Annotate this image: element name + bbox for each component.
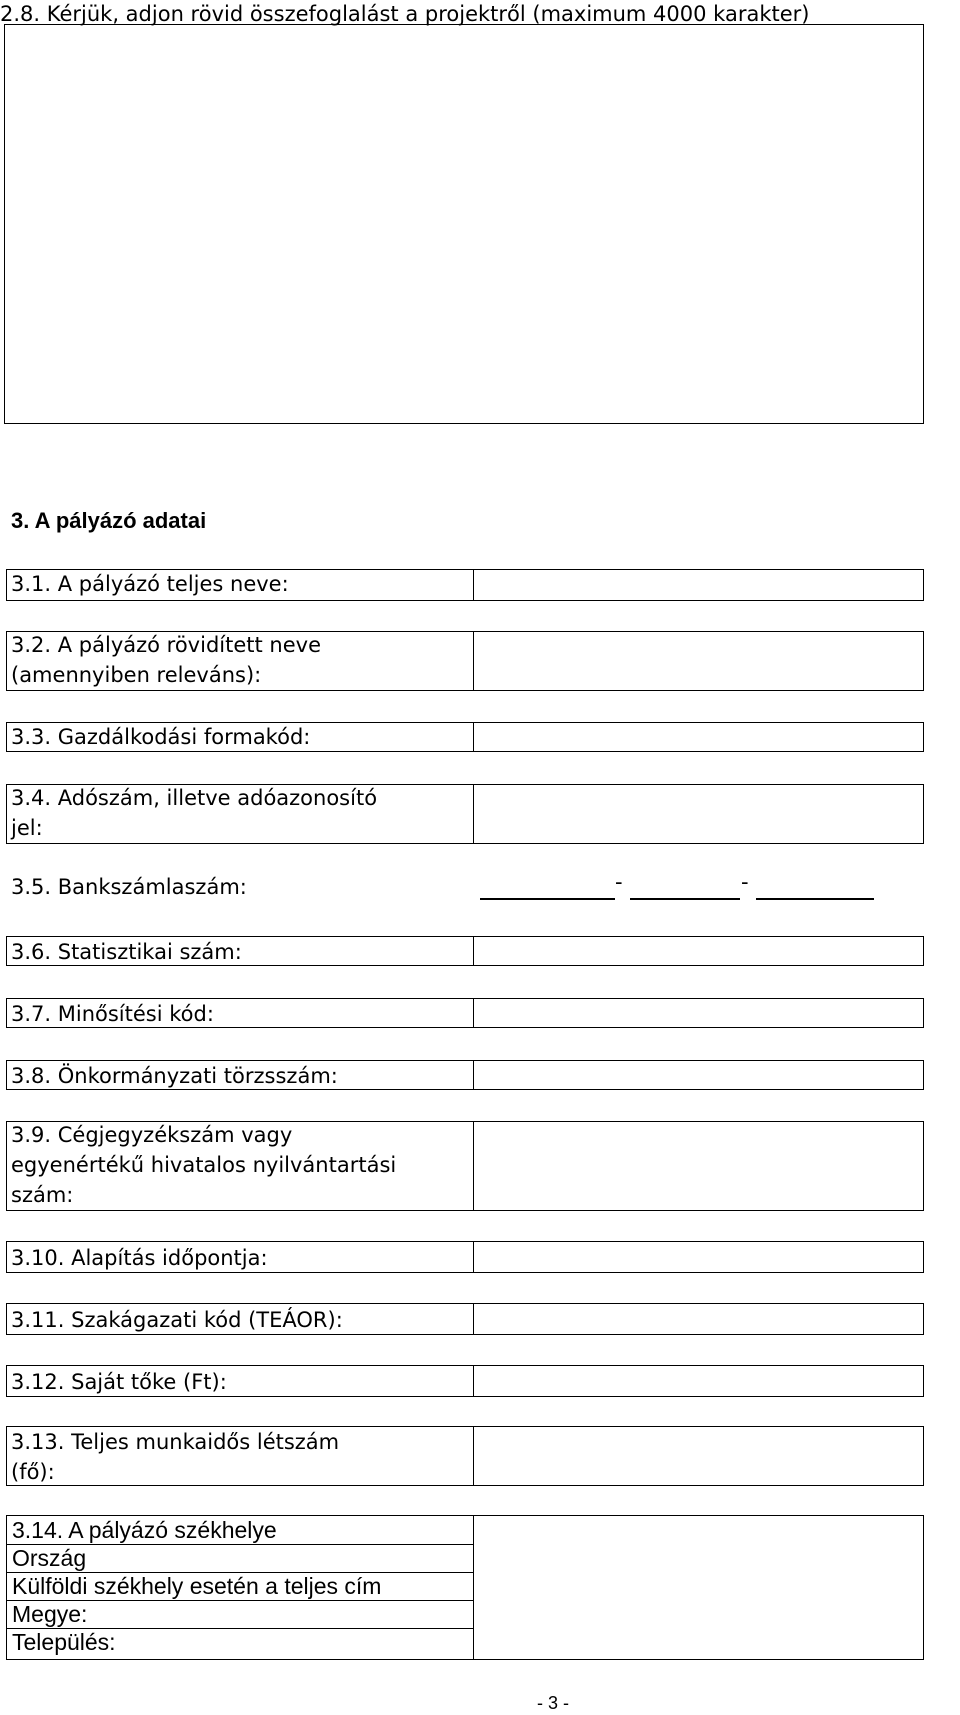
qualification-code-label: 3.7. Minősítési kód: [11, 1002, 214, 1026]
headcount-input[interactable] [474, 1427, 923, 1485]
bank-account-part-2[interactable] [630, 898, 740, 900]
settlement-label: Település: [12, 1629, 116, 1655]
headquarters-input[interactable] [474, 1516, 923, 1659]
bank-account-part-3[interactable] [756, 898, 874, 900]
registration-number-label: 3.9. Cégjegyzékszám vagy [11, 1123, 293, 1147]
summary-heading: 2.8. Kérjük, adjon rövid összefoglalást a projektről (maximum 4000 karakter) [0, 2, 810, 26]
form-code-input[interactable] [474, 723, 923, 751]
registration-number-label-3: szám: [11, 1183, 74, 1207]
equity-input[interactable] [474, 1366, 923, 1396]
qualification-code-input[interactable] [474, 999, 923, 1027]
bank-account-part-1[interactable] [480, 898, 615, 900]
section-title: 3. A pályázó adatai [11, 508, 207, 533]
founding-date-label: 3.10. Alapítás időpontja: [11, 1246, 268, 1270]
project-summary-textarea[interactable] [4, 24, 924, 424]
municipal-id-label: 3.8. Önkormányzati törzsszám: [11, 1064, 338, 1088]
bank-account-separator-2: - [741, 870, 749, 894]
country-label: Ország [12, 1545, 87, 1571]
teaor-code-input[interactable] [474, 1304, 923, 1334]
registration-number-label-2: egyenértékű hivatalos nyilvántartási [11, 1153, 397, 1177]
short-name-label: 3.2. A pályázó rövidített neve [11, 633, 321, 657]
statistical-number-input[interactable] [474, 937, 923, 965]
foreign-address-label: Külföldi székhely esetén a teljes cím [12, 1573, 382, 1599]
page-number: - 3 - [537, 1693, 570, 1713]
form-code-label: 3.3. Gazdálkodási formakód: [11, 725, 311, 749]
founding-date-input[interactable] [474, 1242, 923, 1272]
bank-account-label: 3.5. Bankszámlaszám: [11, 875, 247, 899]
headquarters-block [6, 1515, 924, 1660]
municipal-id-input[interactable] [474, 1061, 923, 1089]
tax-number-input[interactable] [474, 785, 923, 843]
teaor-code-label: 3.11. Szakágazati kód (TEÁOR): [11, 1308, 343, 1332]
full-name-input[interactable] [474, 570, 923, 600]
statistical-number-label: 3.6. Statisztikai szám: [11, 940, 242, 964]
full-name-label: 3.1. A pályázó teljes neve: [11, 572, 289, 596]
tax-number-label-2: jel: [11, 816, 43, 840]
headquarters-title: 3.14. A pályázó székhelye [12, 1517, 277, 1543]
county-label: Megye: [12, 1601, 88, 1627]
headcount-label: 3.13. Teljes munkaidős létszám [11, 1430, 340, 1454]
short-name-label-2: (amennyiben releváns): [11, 663, 262, 687]
equity-label: 3.12. Saját tőke (Ft): [11, 1370, 227, 1394]
registration-number-input[interactable] [474, 1122, 923, 1210]
short-name-input[interactable] [474, 632, 923, 690]
tax-number-label: 3.4. Adószám, illetve adóazonosító [11, 786, 378, 810]
bank-account-separator-1: - [615, 870, 623, 894]
headcount-label-2: (fő): [11, 1460, 55, 1484]
